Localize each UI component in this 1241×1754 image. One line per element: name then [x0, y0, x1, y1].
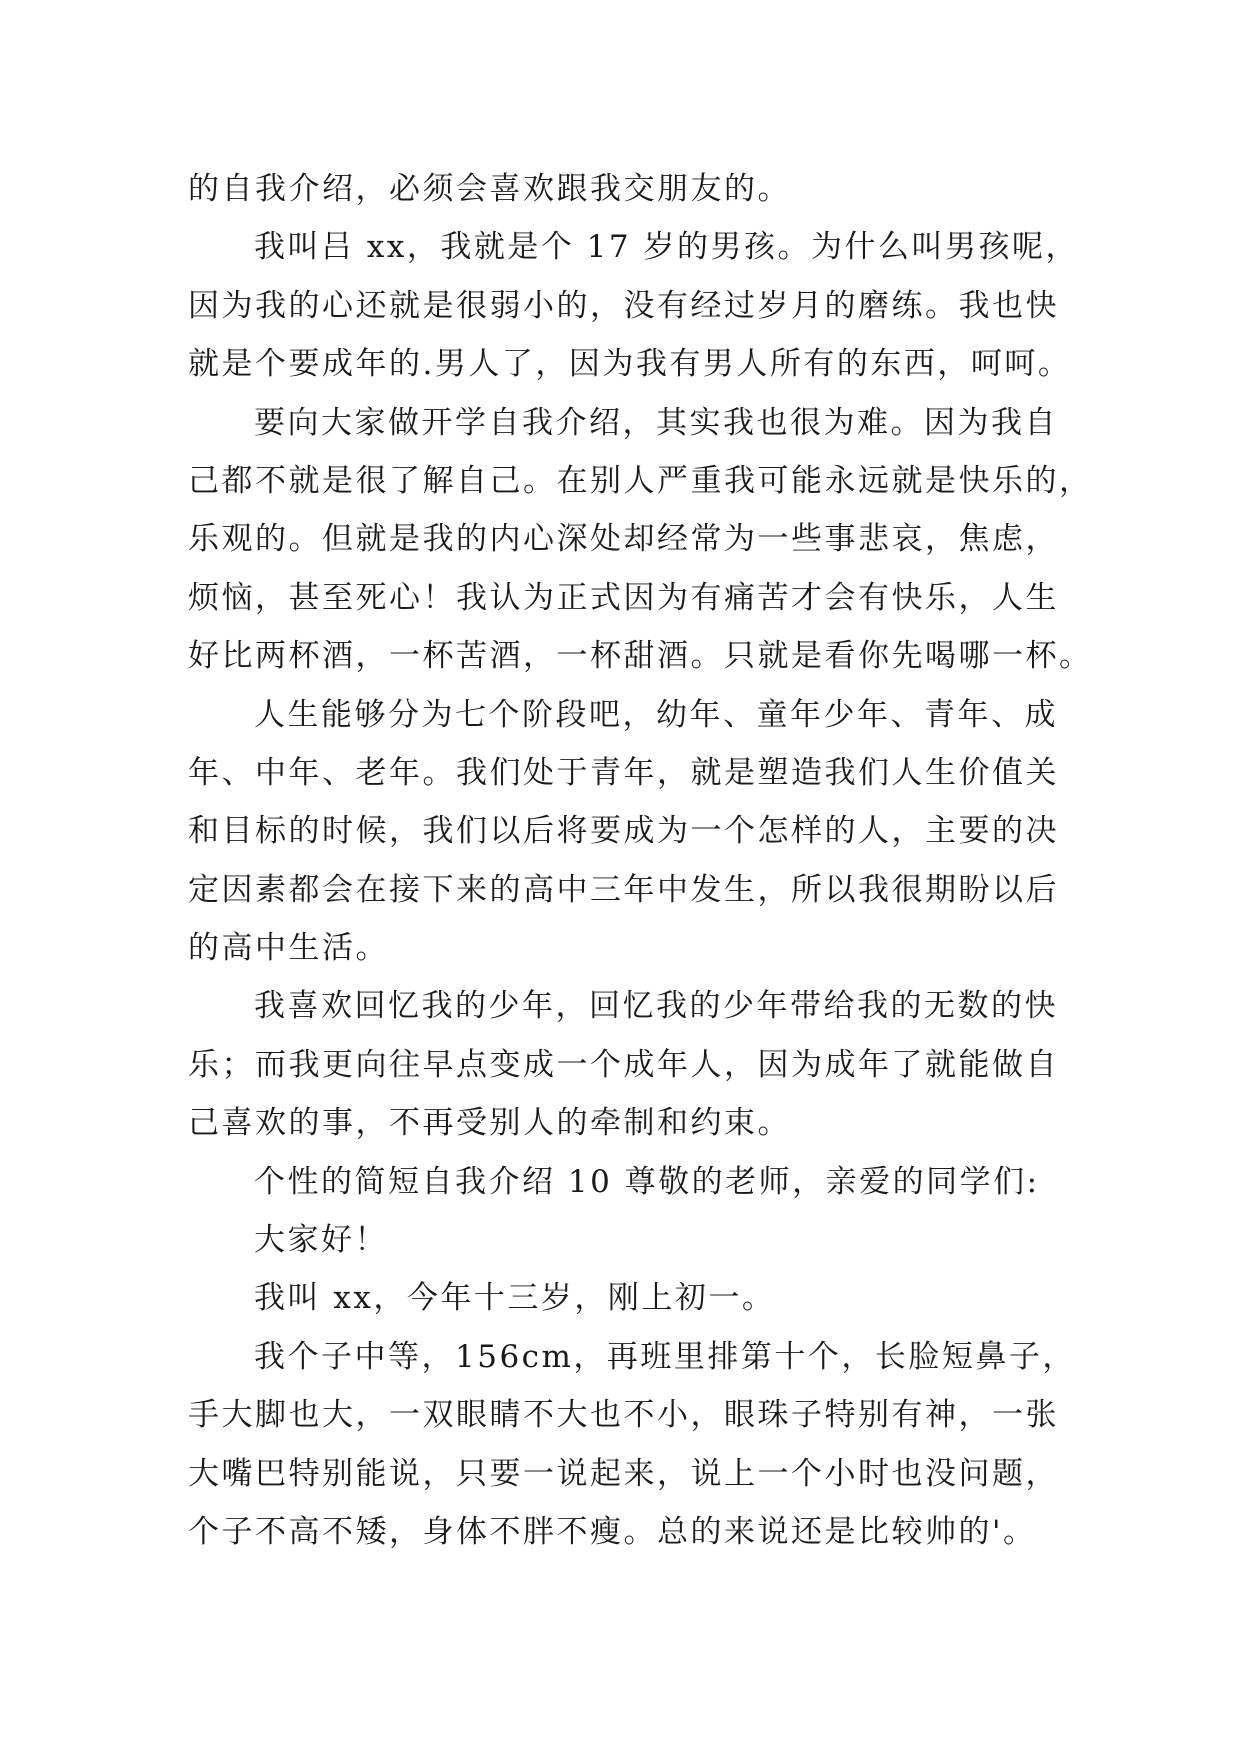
text-line: 己都不就是很了解自己。在别人严重我可能永远就是快乐的， [188, 462, 1093, 499]
text-line: 的自我介绍，必须会喜欢跟我交朋友的。 [188, 171, 791, 207]
text-line: 的高中生活。 [188, 930, 389, 967]
text-line: 我叫 xx，今年十三岁，刚上初一。 [254, 1280, 776, 1317]
text-line: 好比两杯酒，一杯苦酒，一杯甜酒。只就是看你先喝哪一杯。 [188, 638, 1093, 675]
text-line: 大家好！ [254, 1222, 388, 1259]
text-line: 我个子中等，156cm，再班里排第十个，长脸短鼻子， [254, 1338, 1076, 1375]
text-line: 我叫吕 xx，我就是个 17 岁的男孩。为什么叫男孩呢， [254, 229, 1079, 266]
text-line: 我喜欢回忆我的少年，回忆我的少年带给我的无数的快 [254, 988, 1058, 1025]
text-line: 因为我的心还就是很弱小的，没有经过岁月的磨练。我也快 [188, 287, 1059, 324]
text-line: 就是个要成年的.男人了，因为我有男人所有的东西，呵呵。 [188, 346, 1072, 383]
text-line: 个子不高不矮，身体不胖不瘦。总的来说还是比较帅的'。 [188, 1513, 1037, 1550]
text-line: 手大脚也大，一双眼睛不大也不小，眼珠子特别有神，一张 [188, 1397, 1059, 1434]
text-line: 大嘴巴特别能说，只要一说起来，说上一个小时也没问题， [188, 1455, 1059, 1492]
text-line: 个性的简短自我介绍 10 尊敬的老师，亲爱的同学们: [254, 1163, 1040, 1200]
text-line: 乐观的。但就是我的内心深处却经常为一些事悲哀，焦虑， [188, 521, 1059, 558]
body-text [188, 160, 1093, 1561]
text-line: 己喜欢的事，不再受别人的牵制和约束。 [188, 1105, 791, 1142]
text-line: 定因素都会在接下来的高中三年中发生，所以我很期盼以后 [188, 871, 1059, 908]
text-line: 年、中年、老年。我们处于青年，就是塑造我们人生价值关 [188, 754, 1059, 791]
text-line: 烦恼，甚至死心！我认为正式因为有痛苦才会有快乐，人生 [188, 579, 1059, 616]
text-line: 乐；而我更向往早点变成一个成年人，因为成年了就能做自 [188, 1046, 1059, 1083]
text-line: 和目标的时候，我们以后将要成为一个怎样的人，主要的决 [188, 813, 1059, 850]
text-line: 要向大家做开学自我介绍，其实我也很为难。因为我自 [254, 404, 1058, 441]
text-line: 人生能够分为七个阶段吧，幼年、童年少年、青年、成 [254, 696, 1058, 733]
